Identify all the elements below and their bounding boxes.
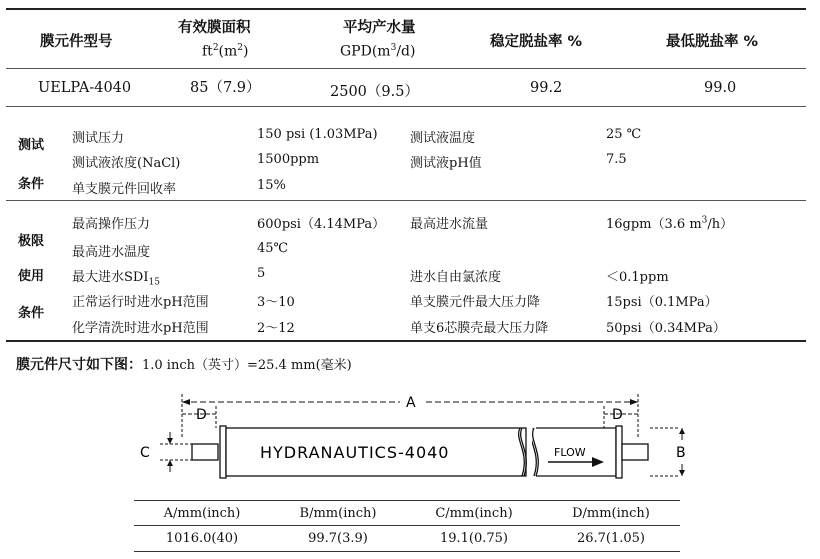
limit-label: 最高操作压力 xyxy=(72,217,151,232)
membrane-element-diagram xyxy=(130,388,690,492)
limit-label: 最大进水$SDI_{15}$ xyxy=(72,270,160,288)
limit-value: ＜0.1ppm xyxy=(606,270,669,285)
test-value: 150 psi (1.03MPa) xyxy=(257,127,378,142)
cell-min-rejection: 99.0 xyxy=(704,80,737,96)
dim-table-top-border xyxy=(134,500,680,501)
header-divider xyxy=(6,68,806,69)
test-label: 单支膜元件回收率 xyxy=(72,182,177,197)
limit-value: 3～10 xyxy=(257,295,295,310)
test-label: 测试压力 xyxy=(72,131,125,146)
cell-flow: 2500（9.5） xyxy=(330,84,419,100)
test-section-title-2: 条件 xyxy=(18,177,45,192)
dim-header: A/mm(inch) xyxy=(163,506,241,521)
limit-label: 单支膜元件最大压力降 xyxy=(410,295,541,310)
test-section-title-1: 测试 xyxy=(18,138,45,153)
dim-header: D/mm(inch) xyxy=(572,506,650,521)
cell-model: UELPA-4040 xyxy=(38,80,132,96)
flow-label: FLOW xyxy=(554,446,586,459)
dim-label-c: C xyxy=(140,445,150,461)
limit-label: 最高进水流量 xyxy=(410,217,489,232)
header-min-rejection: 最低脱盐率 % xyxy=(666,34,759,50)
dim-value: 1016.0(40) xyxy=(165,531,239,546)
limit-value: 16gpm（3.6 $m^3/h$） xyxy=(606,215,734,232)
dim-header: B/mm(inch) xyxy=(299,506,377,521)
limit-section-title-1: 极限 xyxy=(18,234,45,249)
dim-value: 99.7(3.9) xyxy=(308,531,368,546)
limit-label: 化学清洗时进水pH范围 xyxy=(72,321,209,336)
dim-label-d-left: D xyxy=(196,407,207,423)
header-model: 膜元件型号 xyxy=(40,34,113,50)
test-label: 测试液浓度(NaCl) xyxy=(72,156,181,171)
header-stable-rejection: 稳定脱盐率 % xyxy=(490,34,583,50)
limit-value: 45℃ xyxy=(257,241,289,256)
table-top-border xyxy=(6,8,806,10)
test-value: 1500ppm xyxy=(257,152,320,167)
limit-section-title-3: 条件 xyxy=(18,306,45,321)
dim-label-a: A xyxy=(406,395,416,411)
cell-stable-rejection: 99.2 xyxy=(530,80,563,96)
test-label: 测试液温度 xyxy=(410,131,476,146)
header-area-unit: $ft^2(m^2)$ xyxy=(202,43,249,60)
cell-area: 85（7.9） xyxy=(190,80,261,96)
limit-label: 最高进水温度 xyxy=(72,245,151,260)
limit-value: 50psi（0.34MPa） xyxy=(606,321,726,336)
dim-table-divider xyxy=(134,525,680,526)
dim-label-d-right: D xyxy=(612,407,623,423)
limit-value: 5 xyxy=(257,266,266,281)
header-flow: 平均产水量 xyxy=(343,20,416,36)
section-divider xyxy=(6,200,806,201)
limit-label: 进水自由氯浓度 xyxy=(410,270,502,285)
dim-value: 19.1(0.75) xyxy=(439,531,509,546)
limit-label: 单支6芯膜壳最大压力降 xyxy=(410,321,549,336)
header-flow-unit: $GPD(m^3/d)$ xyxy=(340,43,416,60)
dim-value: 26.7(1.05) xyxy=(576,531,646,546)
dim-table-bottom-border xyxy=(134,551,680,552)
limit-label: 正常运行时进水pH范围 xyxy=(72,295,209,310)
brand-label: HYDRANAUTICS-4040 xyxy=(260,443,450,462)
test-value: 15% xyxy=(257,178,286,193)
limit-value: 2～12 xyxy=(257,321,295,336)
dim-label-b: B xyxy=(676,445,686,461)
table-bottom-border xyxy=(6,340,806,342)
dimensions-caption: 膜元件尺寸如下图：1.0 inch（英寸）=25.4 mm(毫米) xyxy=(16,357,352,373)
test-label: 测试液pH值 xyxy=(410,156,482,171)
limit-section-title-2: 使用 xyxy=(18,269,45,284)
row-divider xyxy=(6,106,806,107)
limit-value: 15psi（0.1MPa） xyxy=(606,295,718,310)
header-area: 有效膜面积 xyxy=(178,20,251,36)
test-value: 7.5 xyxy=(606,152,627,167)
test-value: 25 ℃ xyxy=(606,127,642,142)
limit-value: 600psi（4.14MPa） xyxy=(257,217,386,232)
dim-header: C/mm(inch) xyxy=(435,506,513,521)
